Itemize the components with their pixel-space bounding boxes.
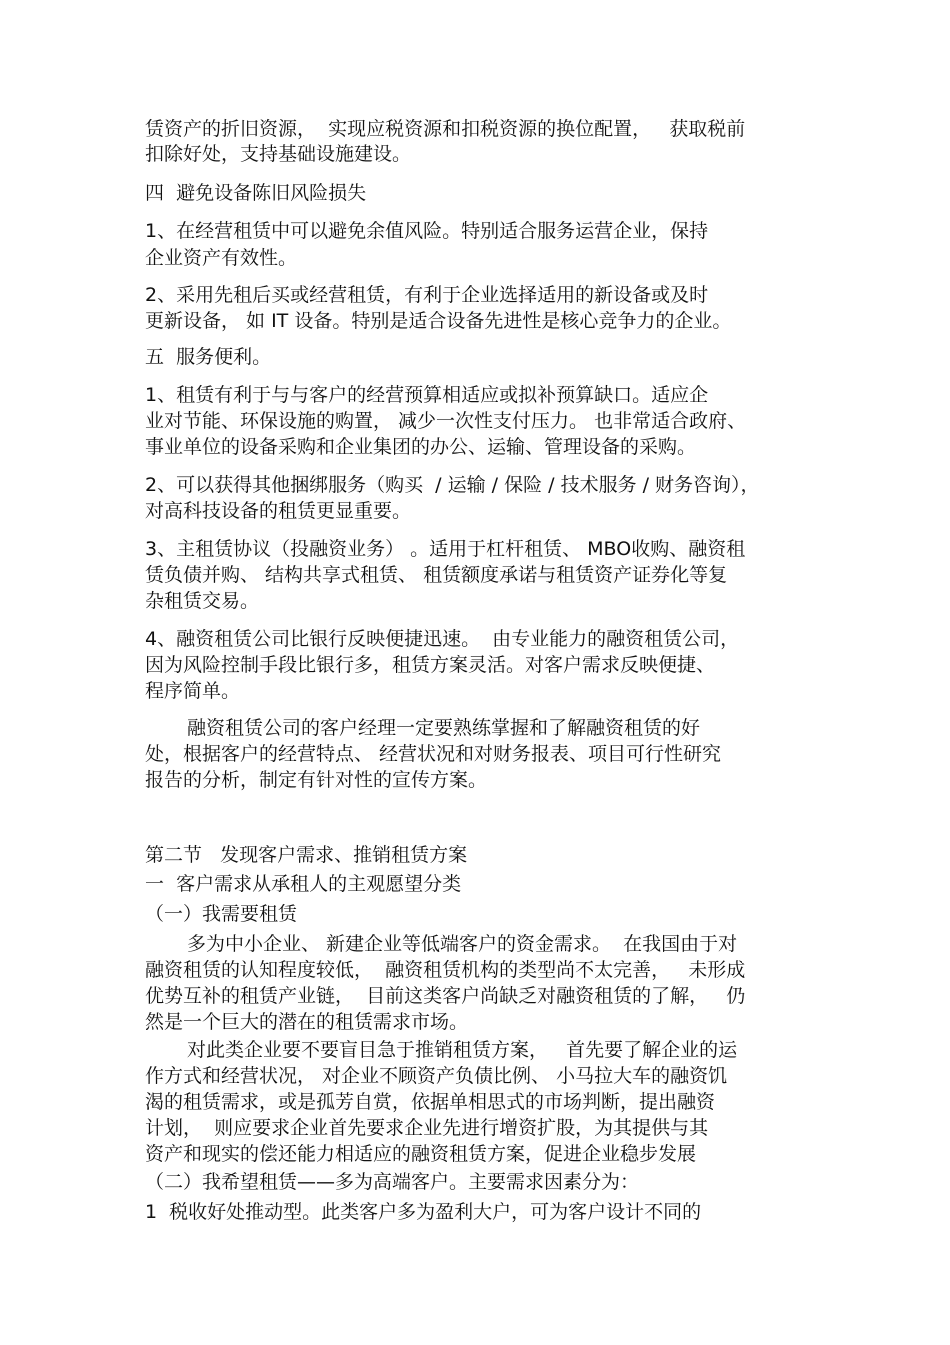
text-line: 对此类企业要不要盲目急于推销租赁方案， 首先要了解企业的运 — [187, 1039, 738, 1061]
text-line: 渴的租赁需求，或是孤芳自赏，依据单相思式的市场判断，提出融资 — [145, 1091, 716, 1113]
text-line: 融资租赁的认知程度较低， 融资租赁机构的类型尚不太完善， 未形成 — [145, 959, 746, 981]
text-line: 赁负债并购、 结构共享式租赁、 租赁额度承诺与租赁资产证券化等复 — [145, 564, 728, 586]
text-line: 1、在经营租赁中可以避免余值风险。特别适合服务运营企业，保持 — [145, 220, 709, 242]
text-line: 赁资产的折旧资源， 实现应税资源和扣税资源的换位配置， 获取税前 — [145, 118, 746, 140]
text-line: 作方式和经营状况， 对企业不顾资产负债比例、 小马拉大车的融资饥 — [145, 1065, 728, 1087]
text-line: 事业单位的设备采购和企业集团的办公、运输、管理设备的采购。 — [145, 436, 697, 458]
section-heading: 一 客户需求从承租人的主观愿望分类 — [145, 873, 462, 895]
text-line: 1、租赁有利于与与客户的经营预算相适应或拟补预算缺口。适应企 — [145, 384, 709, 406]
text-line: 优势互补的租赁产业链， 目前这类客户尚缺乏对融资租赁的了解， 仍 — [145, 985, 746, 1007]
text-line: 然是一个巨大的潜在的租赁需求市场。 — [145, 1011, 469, 1033]
text-line: 处，根据客户的经营特点、 经营状况和对财务报表、项目可行性研究 — [145, 743, 722, 765]
text-line: 资产和现实的偿还能力相适应的融资租赁方案，促进企业稳步发展 — [145, 1143, 697, 1165]
section-heading: （一）我需要租赁 — [145, 903, 298, 925]
text-line: 1 税收好处推动型。此类客户多为盈利大户，可为客户设计不同的 — [145, 1201, 702, 1223]
section-heading: （二）我希望租赁——多为高端客户。主要需求因素分为： — [145, 1171, 640, 1193]
text-line: 扣除好处，支持基础设施建设。 — [145, 143, 412, 165]
text-line: 多为中小企业、 新建企业等低端客户的资金需求。 在我国由于对 — [187, 933, 738, 955]
section-heading: 四 避免设备陈旧风险损失 — [145, 182, 367, 204]
section-heading: 第二节 发现客户需求、推销租赁方案 — [145, 844, 468, 866]
text-line: 3、主租赁协议（投融资业务） 。适用于杠杆租赁、 MBO收购、融资租 — [145, 538, 746, 560]
section-heading: 五 服务便利。 — [145, 346, 272, 368]
text-line: 企业资产有效性。 — [145, 247, 298, 269]
text-line: 因为风险控制手段比银行多，租赁方案灵活。对客户需求反映便捷、 — [145, 654, 716, 676]
text-line: 融资租赁公司的客户经理一定要熟练掌握和了解融资租赁的好 — [187, 717, 701, 739]
text-line: 报告的分析，制定有针对性的宣传方案。 — [145, 769, 488, 791]
text-line: 程序简单。 — [145, 680, 241, 702]
text-line: 对高科技设备的租赁更显重要。 — [145, 500, 412, 522]
text-line: 计划， 则应要求企业首先要求企业先进行增资扩股，为其提供与其 — [145, 1117, 709, 1139]
text-line: 业对节能、环保设施的购置， 减少一次性支付压力。 也非常适合政府、 — [145, 410, 747, 432]
text-line: 2、可以获得其他捆绑服务（购买 / 运输 / 保险 / 技术服务 / 财务咨询）， — [145, 474, 760, 496]
text-line: 杂租赁交易。 — [145, 590, 260, 612]
text-line: 2、采用先租后买或经营租赁，有利于企业选择适用的新设备或及时 — [145, 284, 709, 306]
text-line: 4、融资租赁公司比银行反映便捷迅速。 由专业能力的融资租赁公司， — [145, 628, 740, 650]
text-line: 更新设备， 如 IT 设备。特别是适合设备先进性是核心竞争力的企业。 — [145, 310, 732, 332]
